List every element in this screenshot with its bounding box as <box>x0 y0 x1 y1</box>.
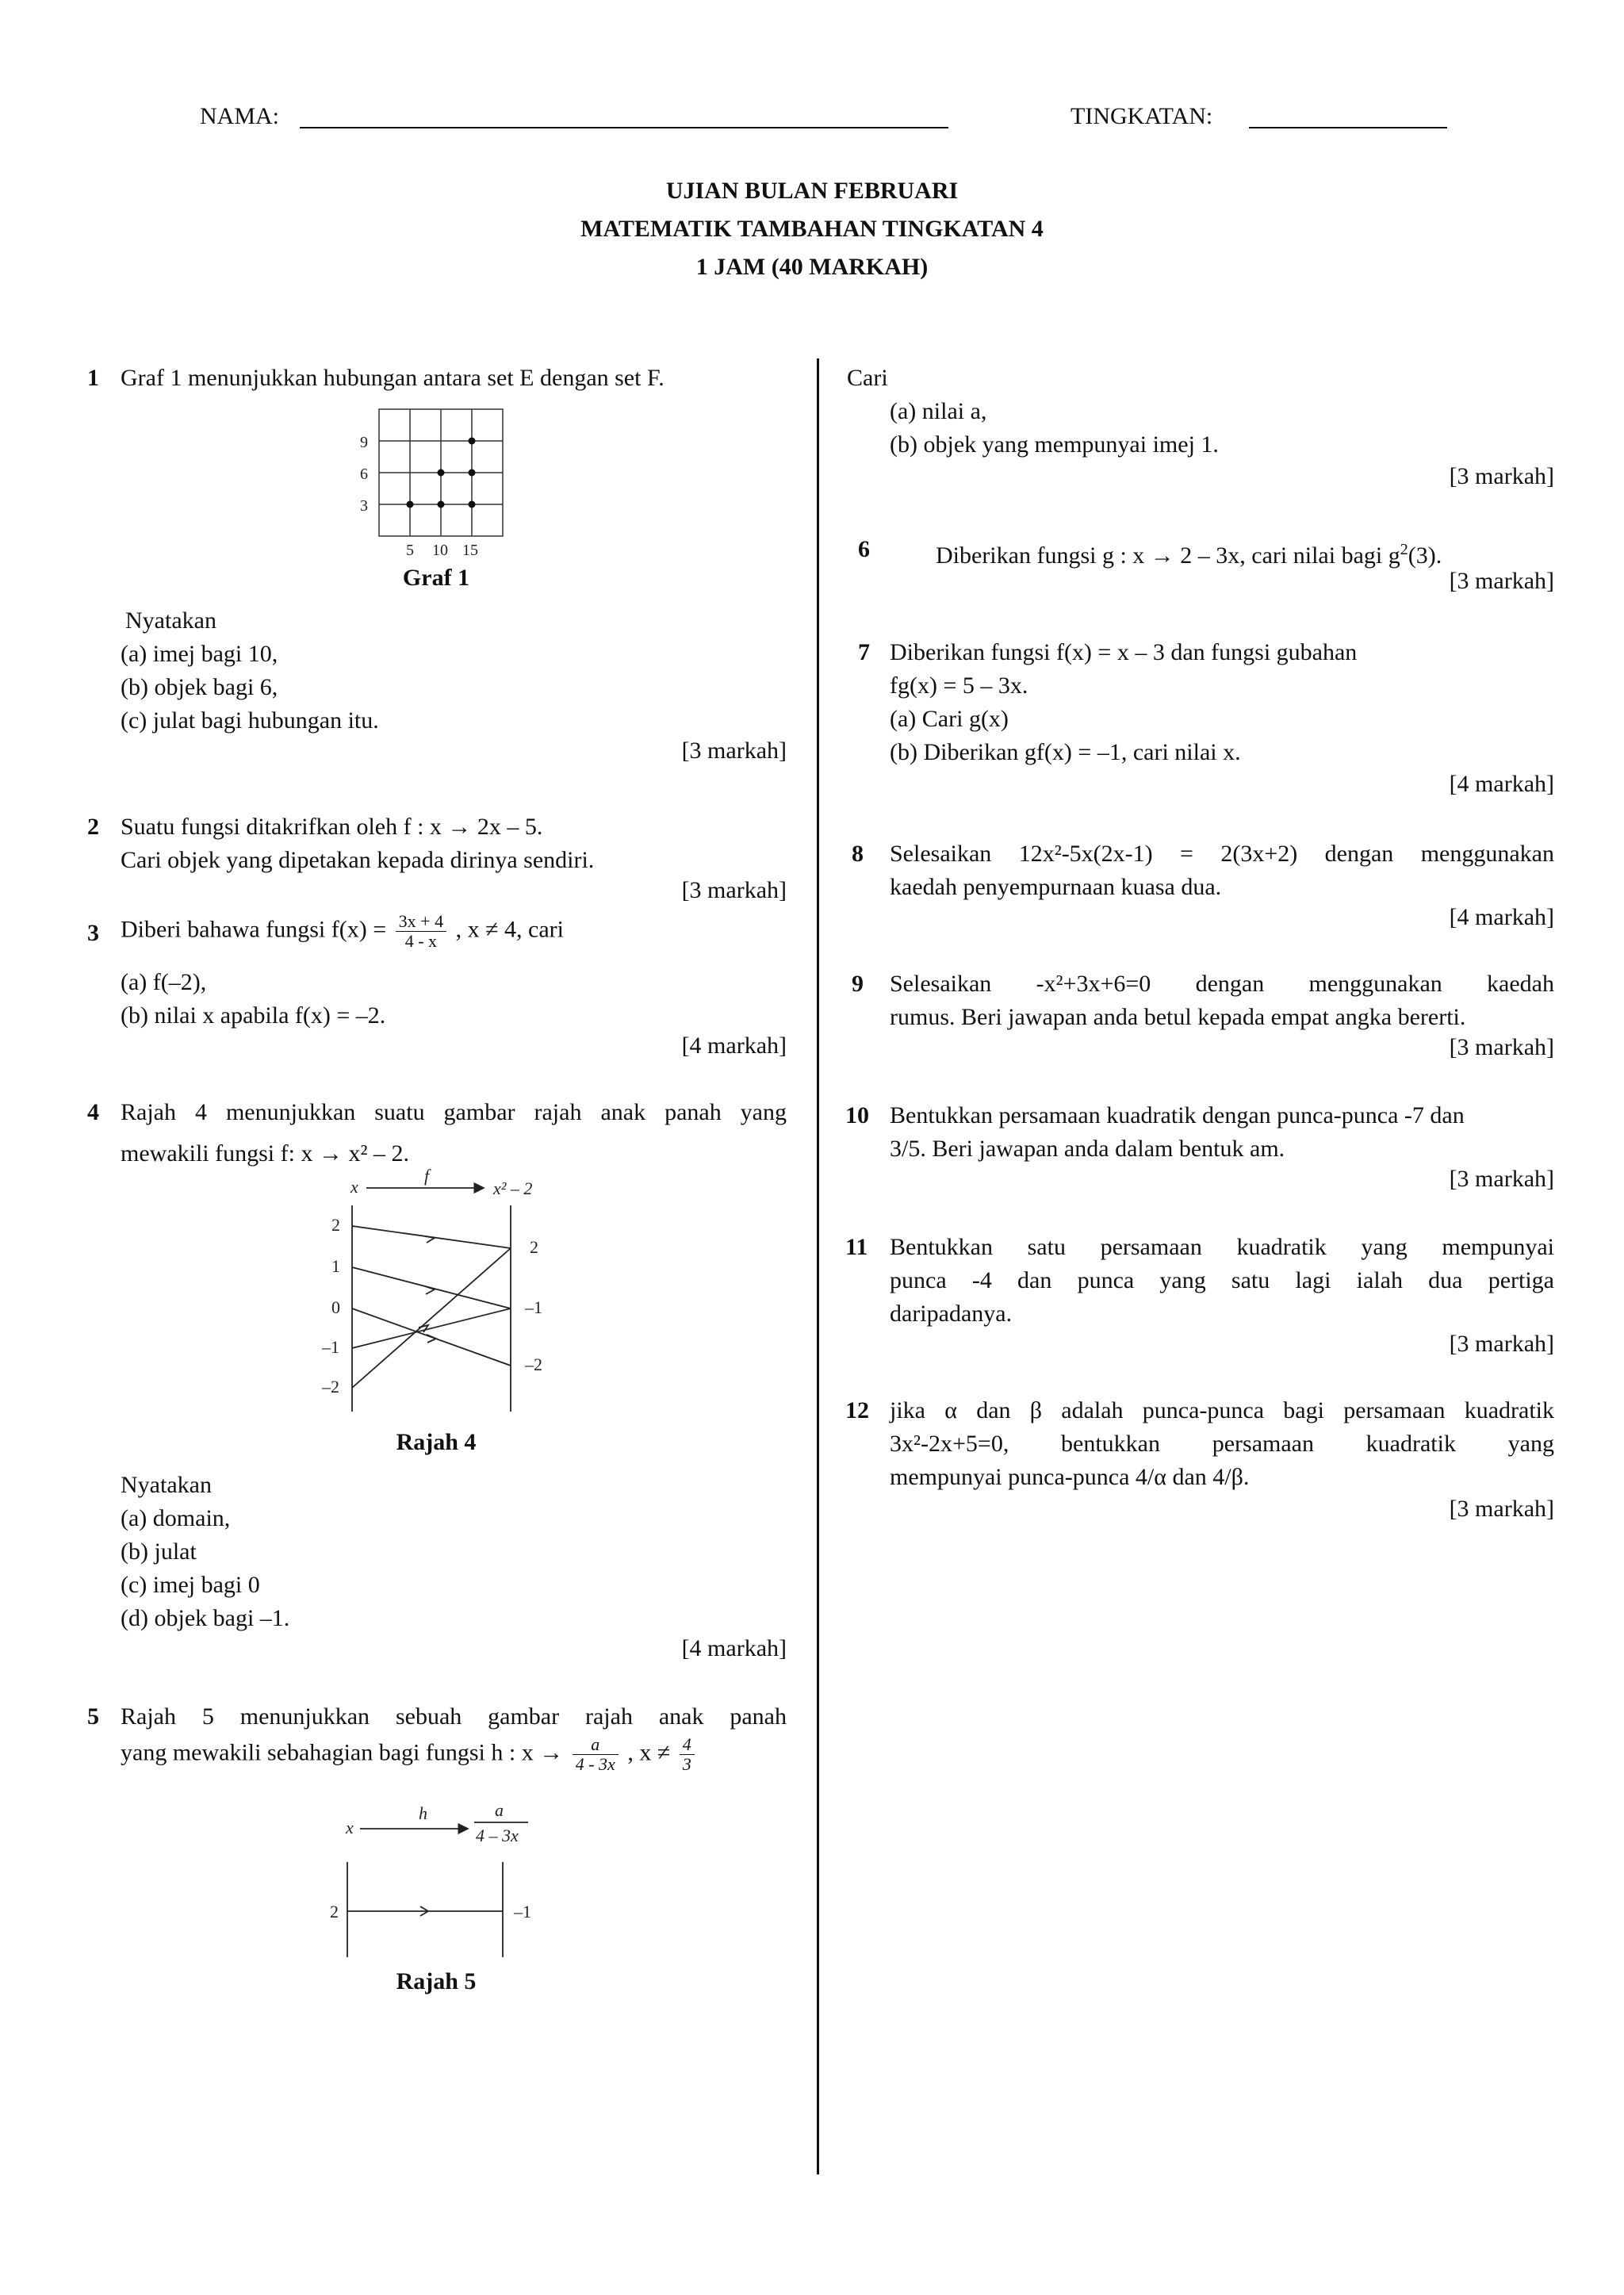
q4-number: 4 <box>87 1099 99 1125</box>
q8-line1: Selesaikan 12x²-5x(2x-1) = 2(3x+2) dengan menggunakan <box>890 841 1554 867</box>
q3-frac-den: 4 - x <box>404 931 438 951</box>
q6-text-pre: Diberikan fungsi g : x → 2 – 3x, cari nilai bagi g <box>936 542 1400 569</box>
q6-marks: [3 markah] <box>1449 568 1554 594</box>
q3-text <box>121 912 564 951</box>
graf1-ytick: 6 <box>360 466 368 483</box>
q1-lead: Nyatakan <box>125 607 216 634</box>
graf1-point <box>469 438 476 445</box>
q5-cari: Cari <box>847 365 888 391</box>
rajah5-caption: Rajah 5 <box>396 1968 477 1994</box>
rajah5-h-label: h <box>419 1803 427 1823</box>
graf1-point <box>407 501 414 508</box>
graf1-figure <box>349 403 508 561</box>
q9-marks: [3 markah] <box>1449 1034 1554 1060</box>
q1-text: Graf 1 menunjukkan hubungan antara set E dengan set F. <box>121 365 665 391</box>
q9-line1: Selesaikan -x²+3x+6=0 dengan menggunakan kaedah <box>890 971 1554 997</box>
rajah4-left-value: 0 <box>331 1297 340 1317</box>
nama-blank[interactable] <box>300 127 948 128</box>
q5-part-b: (b) objek yang mempunyai imej 1. <box>890 431 1219 458</box>
q1-part-c: (c) julat bagi hubungan itu. <box>121 707 379 734</box>
q3-pre: Diberi bahawa fungsi f(x) = <box>121 916 387 943</box>
q1-part-b: (b) objek bagi 6, <box>121 674 278 700</box>
exam-title: UJIAN BULAN FEBRUARI <box>665 178 959 204</box>
q5-line2-pre: yang mewakili sebahagian bagi fungsi h : x → <box>121 1739 564 1766</box>
q4-line1: Rajah 4 menunjukkan suatu gambar rajah anak panah yang <box>121 1099 787 1125</box>
graf1-point <box>438 501 445 508</box>
rajah5-left-value: 2 <box>330 1902 339 1921</box>
q11-marks: [3 markah] <box>1449 1331 1554 1357</box>
q10-number: 10 <box>845 1102 869 1128</box>
rajah4-left-value: –2 <box>322 1377 339 1397</box>
q12-line2: 3x²-2x+5=0, bentukkan persamaan kuadratik yang <box>890 1431 1554 1457</box>
q10-line2: 3/5. Beri jawapan anda dalam bentuk am. <box>890 1136 1285 1162</box>
q6-number: 6 <box>858 536 870 562</box>
rajah4-arrow <box>352 1308 511 1348</box>
q7-number: 7 <box>858 639 870 665</box>
q7-line2: fg(x) = 5 – 3x. <box>890 672 1028 699</box>
q1-part-a: (a) imej bagi 10, <box>121 641 278 667</box>
rajah4-right-value: –2 <box>525 1354 542 1374</box>
q5-line1: Rajah 5 menunjukkan sebuah gambar rajah anak panah <box>121 1703 787 1730</box>
rajah5-x-label: x <box>346 1818 354 1837</box>
q12-line3: mempunyai punca-punca 4/α dan 4/β. <box>890 1464 1250 1490</box>
q8-marks: [4 markah] <box>1449 904 1554 930</box>
tingkatan-blank[interactable] <box>1249 127 1447 128</box>
q7-part-b: (b) Diberikan gf(x) = –1, cari nilai x. <box>890 739 1241 765</box>
q11-line1: Bentukkan satu persamaan kuadratik yang mempunyai <box>890 1234 1554 1260</box>
q3-marks: [4 markah] <box>681 1033 787 1059</box>
rajah4-caption: Rajah 4 <box>396 1429 477 1455</box>
q4-part-d: (d) objek bagi –1. <box>121 1605 290 1631</box>
q3-frac-num: 3x + 4 <box>396 912 446 932</box>
q4-lead: Nyatakan <box>121 1472 212 1498</box>
q4-marks: [4 markah] <box>681 1635 787 1661</box>
q11-line3: daripadanya. <box>890 1301 1013 1327</box>
q9-line2: rumus. Beri jawapan anda betul kepada empat angka bererti. <box>890 1004 1466 1030</box>
rajah4-left-value: 1 <box>331 1256 340 1276</box>
q5-frac-num: a <box>573 1735 619 1755</box>
graf1-ytick: 9 <box>360 434 368 451</box>
q2-line1: Suatu fungsi ditakrifkan oleh f : x → 2x – 5. <box>121 814 543 840</box>
exam-subject: MATEMATIK TAMBAHAN TINGKATAN 4 <box>580 216 1044 242</box>
rajah4-right-value: –1 <box>525 1297 542 1317</box>
q5-line2 <box>121 1735 698 1774</box>
rajah4-left-value: 2 <box>331 1215 340 1235</box>
graf1-xtick: 10 <box>432 542 448 559</box>
q5-part-a: (a) nilai a, <box>890 398 987 424</box>
q2-marks: [3 markah] <box>681 877 787 903</box>
rajah4-right-value: 2 <box>530 1237 538 1257</box>
q3-post: , x ≠ 4, cari <box>455 916 564 943</box>
q9-number: 9 <box>852 971 864 997</box>
q2-line2: Cari objek yang dipetakan kepada dirinya sendiri. <box>121 847 595 873</box>
graf1-ytick: 3 <box>360 497 368 515</box>
q5-mid: , x ≠ <box>627 1739 671 1766</box>
q6-text <box>936 533 1442 573</box>
rajah4-arrowhead <box>425 1236 435 1243</box>
q5-frac2-den: 3 <box>682 1754 691 1774</box>
q5-fraction <box>573 1735 619 1774</box>
q5-frac-den: 4 - 3x <box>575 1754 615 1774</box>
q7-part-a: (a) Cari g(x) <box>890 706 1009 732</box>
rajah4-figure <box>317 1166 571 1427</box>
rajah4-arrow <box>352 1248 511 1388</box>
graf1-point <box>469 469 476 477</box>
q3-part-a: (a) f(–2), <box>121 969 207 995</box>
q4-part-c: (c) imej bagi 0 <box>121 1572 260 1598</box>
q12-number: 12 <box>845 1397 869 1423</box>
tingkatan-label: TINGKATAN: <box>1071 103 1213 129</box>
q2-number: 2 <box>87 814 99 840</box>
rajah5-a-label: a <box>495 1800 504 1820</box>
rajah5-figure <box>325 1799 563 1965</box>
q10-marks: [3 markah] <box>1449 1166 1554 1192</box>
rajah4-image-label: x² – 2 <box>493 1178 533 1198</box>
q7-line1: Diberikan fungsi f(x) = x – 3 dan fungsi gubahan <box>890 639 1358 665</box>
nama-label: NAMA: <box>200 103 280 129</box>
q11-line2: punca -4 dan punca yang satu lagi ialah dua pertiga <box>890 1267 1554 1293</box>
graf1-point <box>438 469 445 477</box>
q5-number: 5 <box>87 1703 99 1730</box>
exam-duration: 1 JAM (40 MARKAH) <box>695 254 929 280</box>
rajah4-arrowhead <box>427 1335 436 1343</box>
q3-number: 3 <box>87 920 99 946</box>
q12-marks: [3 markah] <box>1449 1496 1554 1522</box>
q8-line2: kaedah penyempurnaan kuasa dua. <box>890 874 1222 900</box>
q3-fraction <box>396 912 446 951</box>
graf1-xtick: 15 <box>462 542 478 559</box>
q10-line1: Bentukkan persamaan kuadratik dengan punca-punca -7 dan <box>890 1102 1465 1128</box>
q4-part-b: (b) julat <box>121 1538 197 1565</box>
rajah5-right-value: –1 <box>514 1902 531 1921</box>
q11-number: 11 <box>845 1234 868 1260</box>
q5-fraction-2 <box>680 1735 695 1774</box>
graf1-caption: Graf 1 <box>402 565 470 591</box>
column-divider <box>817 358 819 2174</box>
q5-marks: [3 markah] <box>1449 463 1554 489</box>
q4-part-a: (a) domain, <box>121 1505 231 1531</box>
q1-marks: [3 markah] <box>681 738 787 764</box>
rajah4-arrowhead <box>425 1286 435 1294</box>
q5-frac2-num: 4 <box>680 1735 695 1755</box>
q12-line1: jika α dan β adalah punca-punca bagi persamaan kuadratik <box>890 1397 1554 1423</box>
q6-sup: 2 <box>1400 541 1408 558</box>
graf1-point <box>469 501 476 508</box>
rajah4-left-value: –1 <box>322 1337 339 1357</box>
graf1-xtick: 5 <box>406 542 414 559</box>
q8-number: 8 <box>852 841 864 867</box>
q3-part-b: (b) nilai x apabila f(x) = –2. <box>121 1002 386 1029</box>
q4-line2: mewakili fungsi f: x → x² – 2. <box>121 1140 409 1167</box>
rajah4-x-label: x <box>350 1177 358 1197</box>
q1-number: 1 <box>87 365 99 391</box>
q6-text-post: (3). <box>1408 542 1442 569</box>
rajah5-den-label: 4 – 3x <box>476 1826 519 1845</box>
q7-marks: [4 markah] <box>1449 771 1554 797</box>
rajah4-f-label: f <box>424 1166 430 1186</box>
